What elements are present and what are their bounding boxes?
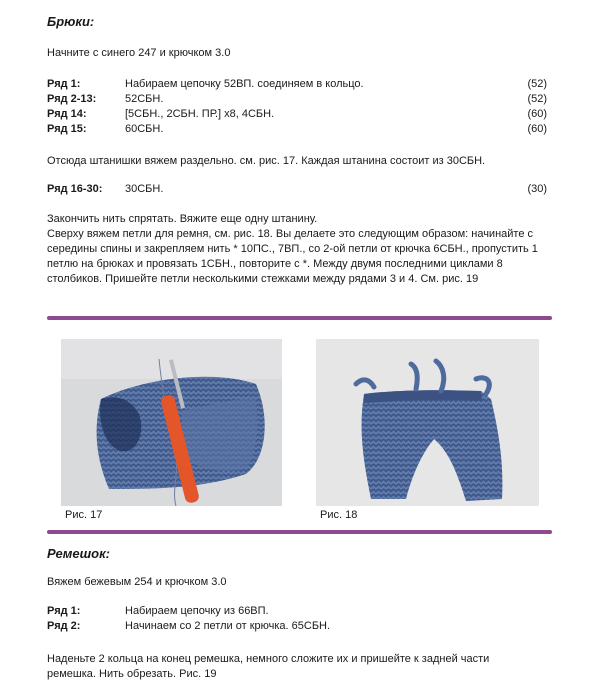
strap-intro: Вяжем бежевым 254 и крючком 3.0: [47, 576, 227, 588]
row-text: 60СБН.: [125, 123, 164, 135]
section-divider: [47, 530, 552, 534]
belt-loops-paragraph: [47, 212, 567, 287]
strap-row-1: [47, 605, 547, 620]
row-count: (52): [527, 93, 547, 105]
row-label: Ряд 16-30:: [47, 183, 103, 195]
split-note: Отсюда штанишки вяжем раздельно. см. рис. 17. Каждая штанина состоит из 30СБН.: [47, 155, 486, 167]
section-title-pants: Брюки:: [47, 14, 95, 29]
paragraph-line: Закончить нить спрятать. Вяжите еще одну штанину.: [47, 213, 318, 225]
row-16-30: [47, 183, 547, 198]
row-label: Ряд 15:: [47, 123, 87, 135]
row-15: [47, 123, 547, 138]
paragraph-line: Сверху вяжем петли для ремня, см. рис. 18. Вы делаете это следующим образом: начинайте с: [47, 228, 533, 240]
row-text: [5СБН., 2СБН. ПР.] х8, 4СБН.: [125, 108, 275, 120]
paragraph-line: столбиков. Пришейте петли несколькими стежками между рядами 3 и 4. См. рис. 19: [47, 273, 479, 285]
strap-row-2: [47, 620, 547, 635]
row-label: Ряд 14:: [47, 108, 87, 120]
section-title-strap: Ремешок:: [47, 546, 110, 561]
pants-intro: Начните с синего 247 и крючком 3.0: [47, 47, 231, 59]
row-14: [47, 108, 547, 123]
row-text: Набираем цепочку из 66ВП.: [125, 605, 269, 617]
row-text: 52СБН.: [125, 93, 164, 105]
row-label: Ряд 2-13:: [47, 93, 97, 105]
row-1: [47, 78, 547, 93]
section-divider: [47, 316, 552, 320]
row-count: (60): [527, 108, 547, 120]
row-count: (30): [527, 183, 547, 195]
paragraph-line: середины спины и закрепляем нить * 10ПС., 7ВП., со 2-ой петли от крючка 6СБН., пропустить 1: [47, 243, 538, 255]
figure-17-caption: Рис. 17: [65, 509, 103, 521]
row-text: Набираем цепочку 52ВП. соединяем в кольцо.: [125, 78, 364, 90]
paragraph-line: петлю на брюках и провязать 1СБН., повторите с *. Между двумя последними циклами 8: [47, 258, 503, 270]
row-count: (52): [527, 78, 547, 90]
figure-18-caption: Рис. 18: [320, 509, 358, 521]
strap-paragraph: [47, 652, 567, 682]
paragraph-line: ремешка. Нить обрезать. Рис. 19: [47, 668, 217, 680]
row-label: Ряд 1:: [47, 78, 81, 90]
row-text: 30СБН.: [125, 183, 164, 195]
figure-18-photo: [316, 339, 539, 506]
paragraph-line: Наденьте 2 кольца на конец ремешка, немного сложите их и пришейте к задней части: [47, 653, 490, 665]
figure-17-photo: [61, 339, 282, 506]
row-label: Ряд 1:: [47, 605, 81, 617]
row-text: Начинаем со 2 петли от крючка. 65СБН.: [125, 620, 331, 632]
row-count: (60): [527, 123, 547, 135]
row-label: Ряд 2:: [47, 620, 81, 632]
row-2-13: [47, 93, 547, 108]
